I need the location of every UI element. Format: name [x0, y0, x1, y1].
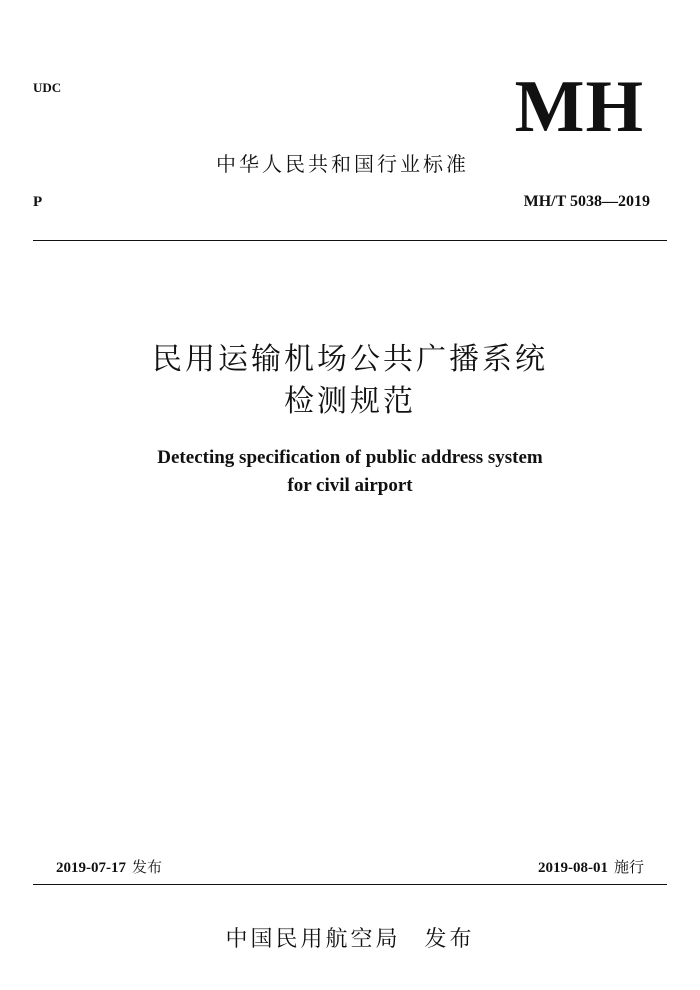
bottom-divider	[33, 884, 667, 885]
classification-code: P	[33, 194, 43, 210]
title-en-line1: Detecting specification of public address system	[157, 447, 543, 468]
title-cn-line1: 民用运输机场公共广播系统	[152, 342, 548, 377]
effective-date-value: 2019-08-01	[537, 860, 608, 876]
publish-label: 发布	[424, 927, 475, 952]
standard-type-text: 中华人民共和国行业标准	[216, 152, 469, 176]
standard-number: MH/T 5038—2019	[523, 193, 650, 210]
issue-date-label: 发布	[132, 858, 163, 876]
effective-date	[538, 856, 644, 877]
effective-date-label: 施行	[613, 858, 644, 876]
publisher-name: 中国民用航空局	[225, 927, 401, 952]
issue-date	[56, 856, 162, 877]
publisher-line	[0, 922, 700, 953]
mh-logo: MH	[514, 66, 644, 148]
udc-label: UDC	[33, 80, 62, 95]
top-divider	[33, 240, 667, 241]
title-cn-line2: 检测规范	[284, 384, 416, 419]
title-en-line2: for civil airport	[287, 475, 413, 496]
issue-date-value: 2019-07-17	[56, 860, 126, 876]
